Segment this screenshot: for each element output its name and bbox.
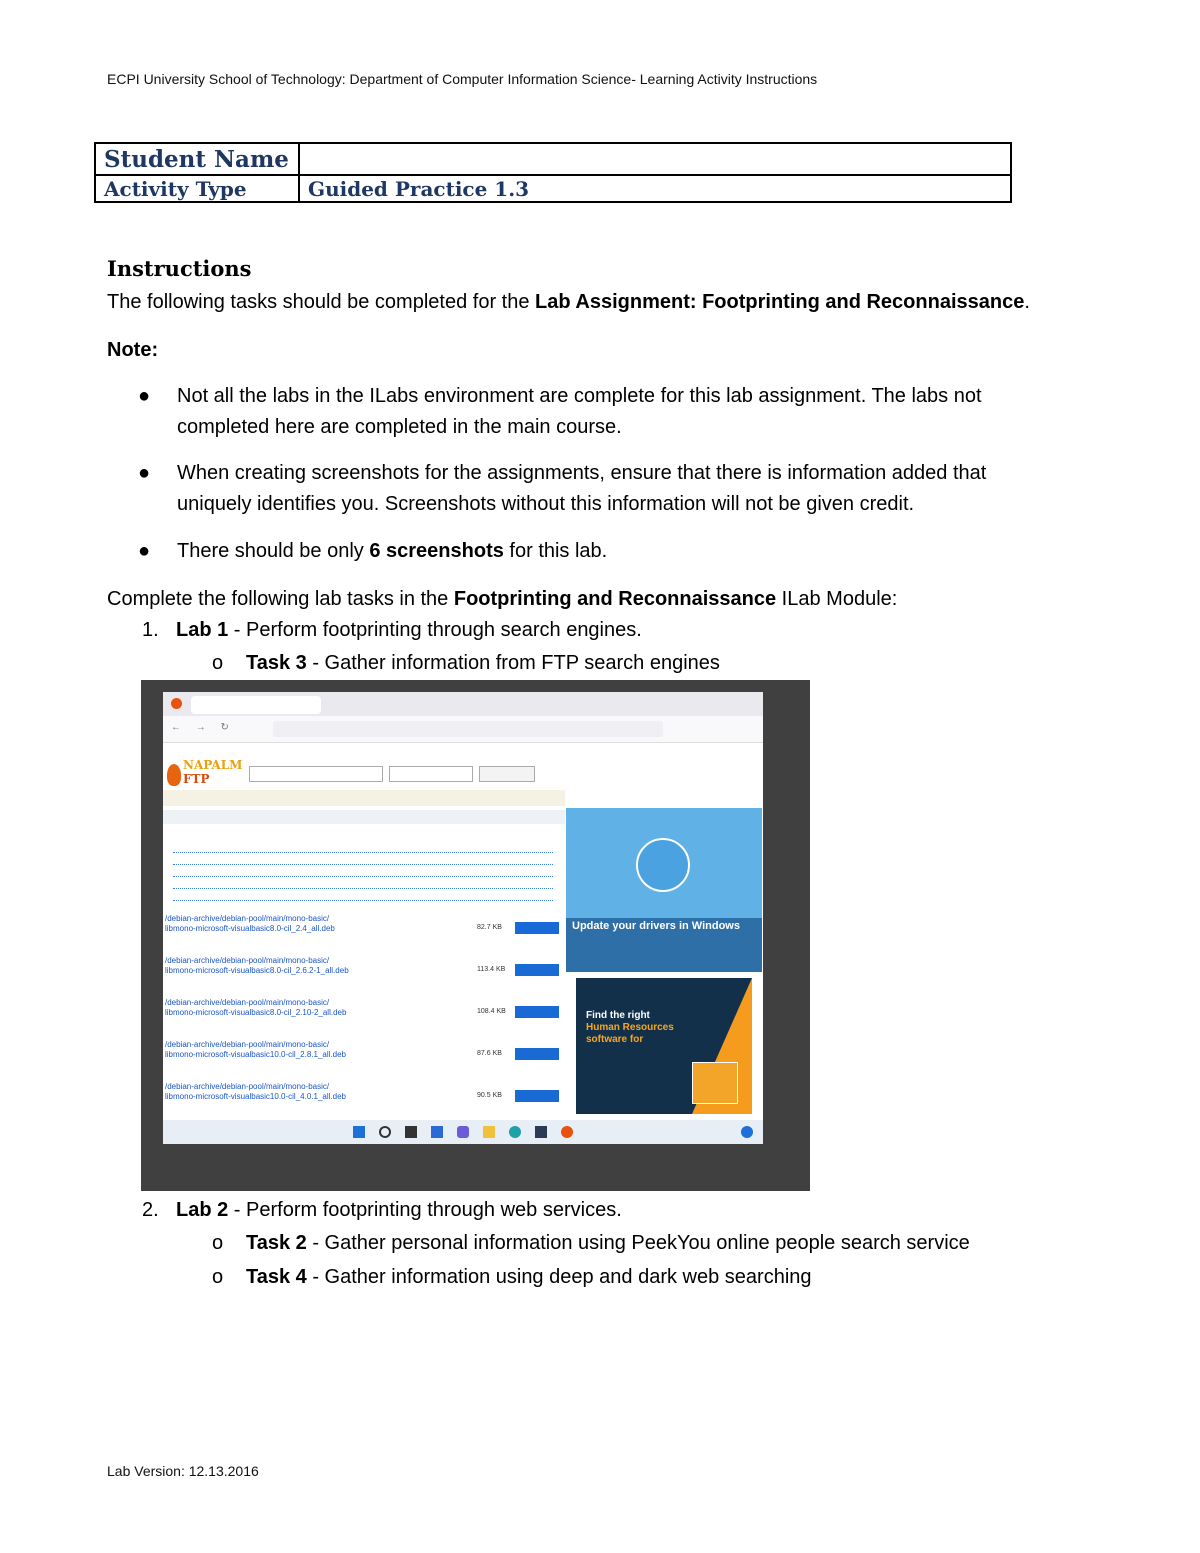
result-size: 113.4 KB <box>477 966 506 973</box>
order-bar <box>163 810 565 824</box>
file-explorer-icon[interactable] <box>483 1126 495 1138</box>
intro-paragraph <box>107 287 1030 318</box>
ad-heading: Update your drivers in Windows <box>572 920 740 932</box>
activity-type-value: Guided Practice 1.3 <box>299 175 1011 202</box>
store-icon[interactable] <box>535 1126 547 1138</box>
nav-arrows-icon[interactable]: ← → ↻ <box>171 722 235 733</box>
related-keywords-row[interactable] <box>173 888 553 897</box>
search-result[interactable] <box>165 1040 563 1082</box>
related-keywords-row[interactable] <box>173 852 553 861</box>
activity-type-label: Activity Type <box>95 175 299 202</box>
windows-taskbar <box>163 1120 763 1144</box>
intro-bold: Lab Assignment: Footprinting and Reconnaissance <box>535 291 1025 313</box>
result-size: 90.5 KB <box>477 1092 502 1099</box>
ftp-search-screenshot <box>141 680 810 1191</box>
student-name-value[interactable] <box>299 143 1011 175</box>
bullet-text: When creating screenshots for the assignments, ensure that there is information added that <box>177 462 987 484</box>
search-button[interactable] <box>479 766 535 782</box>
browser-window <box>163 692 763 1144</box>
info-table <box>94 142 1012 203</box>
bullet-text: uniquely identifies you. Screenshots without this information will not be given credit. <box>177 493 915 515</box>
complete-bold: Footprinting and Reconnaissance <box>453 588 777 610</box>
lab-number: 2. <box>142 1199 159 1221</box>
ftp-search-input[interactable] <box>249 766 383 782</box>
widgets-icon[interactable] <box>431 1126 443 1138</box>
task-text: - Gather information from FTP search engines <box>306 652 720 674</box>
logo-text: FTP <box>183 772 210 786</box>
address-field[interactable] <box>273 721 663 737</box>
task-item <box>212 1228 970 1259</box>
download-button[interactable] <box>515 1090 559 1102</box>
result-path[interactable]: /debian-archive/debian-pool/main/mono-basic/ libmono-microsoft-visualbasic8.0-cil_2.6.2-1_all.deb <box>165 956 349 975</box>
bullet-dot: ● <box>138 540 151 562</box>
task-text: - Gather personal information using PeekYou online people search service <box>306 1232 970 1254</box>
search-result[interactable] <box>165 1082 563 1124</box>
bullet-bold: 6 screenshots <box>369 540 504 562</box>
task-label: Task 2 <box>246 1232 307 1254</box>
related-keywords-row[interactable] <box>173 876 553 885</box>
hr-software-ad[interactable] <box>576 978 752 1114</box>
result-path[interactable]: /debian-archive/debian-pool/main/mono-basic/ libmono-microsoft-visualbasic10.0-cil_2.8.1_all.deb <box>165 1040 346 1059</box>
lab-text: - Perform footprinting through search engines. <box>228 619 642 641</box>
task-item <box>212 648 720 679</box>
complete-post: ILab Module: <box>776 588 898 610</box>
edge-icon[interactable] <box>509 1126 521 1138</box>
logo-text: NAPALM <box>183 758 243 772</box>
download-button[interactable] <box>515 922 559 934</box>
lab-2-item <box>142 1195 622 1226</box>
bullet-item <box>138 381 1077 443</box>
result-size: 87.6 KB <box>477 1050 502 1057</box>
download-button[interactable] <box>515 1048 559 1060</box>
result-size: 108.4 KB <box>477 1008 506 1015</box>
instructions-heading: Instructions <box>107 256 252 281</box>
lab-number: 1. <box>142 619 159 641</box>
task-label: Task 4 <box>246 1266 307 1288</box>
refresh-icon <box>636 838 690 892</box>
page-header: ECPI University School of Technology: Department of Computer Information Science- Learning Activity Instructions <box>107 71 818 87</box>
user-icon <box>692 1062 738 1104</box>
bullet-item <box>138 536 1077 567</box>
result-path[interactable]: /debian-archive/debian-pool/main/mono-basic/ libmono-microsoft-visualbasic8.0-cil_2.4_all.deb <box>165 914 335 933</box>
ad-heading: Find the right Human Resources software for <box>586 1010 674 1045</box>
intro-post: . <box>1024 291 1030 313</box>
download-button[interactable] <box>515 1006 559 1018</box>
bullet-text: There should be only <box>177 540 370 562</box>
bullet-text: for this lab. <box>503 540 608 562</box>
browser-tab[interactable] <box>191 696 321 714</box>
download-button[interactable] <box>515 964 559 976</box>
task-item <box>212 1262 812 1293</box>
bullet-dot: ● <box>138 385 151 407</box>
task-label: Task 3 <box>246 652 307 674</box>
result-size: 82.7 KB <box>477 924 502 931</box>
related-keywords-row[interactable] <box>173 864 553 873</box>
firefox-taskbar-icon[interactable] <box>561 1126 573 1138</box>
search-result[interactable] <box>165 914 563 956</box>
lab-label: Lab 2 <box>176 1199 229 1221</box>
flame-icon <box>167 764 181 786</box>
start-icon[interactable] <box>353 1126 365 1138</box>
ad-caption <box>566 918 762 972</box>
result-path[interactable]: /debian-archive/debian-pool/main/mono-basic/ libmono-microsoft-visualbasic8.0-cil_2.10-2_all.deb <box>165 998 347 1017</box>
lab-text: - Perform footprinting through web services. <box>228 1199 622 1221</box>
note-label: Note: <box>107 339 159 361</box>
lab-1-item <box>142 615 642 646</box>
task-bullet: o <box>212 1232 224 1254</box>
search-icon[interactable] <box>379 1126 391 1138</box>
bullet-text: completed here are completed in the main course. <box>177 416 622 438</box>
results-summary-bar <box>163 790 565 806</box>
bullet-text: Not all the labs in the ILabs environment are complete for this lab assignment. The labs not <box>177 385 982 407</box>
result-path[interactable]: /debian-archive/debian-pool/main/mono-basic/ libmono-microsoft-visualbasic10.0-cil_4.0.1_all.deb <box>165 1082 346 1101</box>
task-bullet: o <box>212 1266 224 1288</box>
notification-icon[interactable] <box>741 1126 753 1138</box>
task-view-icon[interactable] <box>405 1126 417 1138</box>
complete-pre: Complete the following lab tasks in the <box>107 588 454 610</box>
related-keywords-row[interactable] <box>173 900 553 909</box>
search-type-select[interactable] <box>389 766 473 782</box>
firefox-icon <box>171 698 182 709</box>
task-text: - Gather information using deep and dark web searching <box>306 1266 812 1288</box>
search-result[interactable] <box>165 956 563 998</box>
complete-paragraph <box>107 584 897 615</box>
page-footer: Lab Version: 12.13.2016 <box>107 1463 259 1479</box>
drivers-ad[interactable] <box>566 808 762 972</box>
search-result[interactable] <box>165 998 563 1040</box>
lab-label: Lab 1 <box>176 619 229 641</box>
intro-pre: The following tasks should be completed for the <box>107 291 536 313</box>
bullet-dot: ● <box>138 462 151 484</box>
task-bullet: o <box>212 652 224 674</box>
chat-icon[interactable] <box>457 1126 469 1138</box>
bullet-item <box>138 458 1077 520</box>
napalm-ftp-logo <box>167 758 243 788</box>
student-name-label: Student Name <box>95 143 299 175</box>
tab-bar <box>163 692 763 716</box>
url-bar <box>163 716 763 743</box>
